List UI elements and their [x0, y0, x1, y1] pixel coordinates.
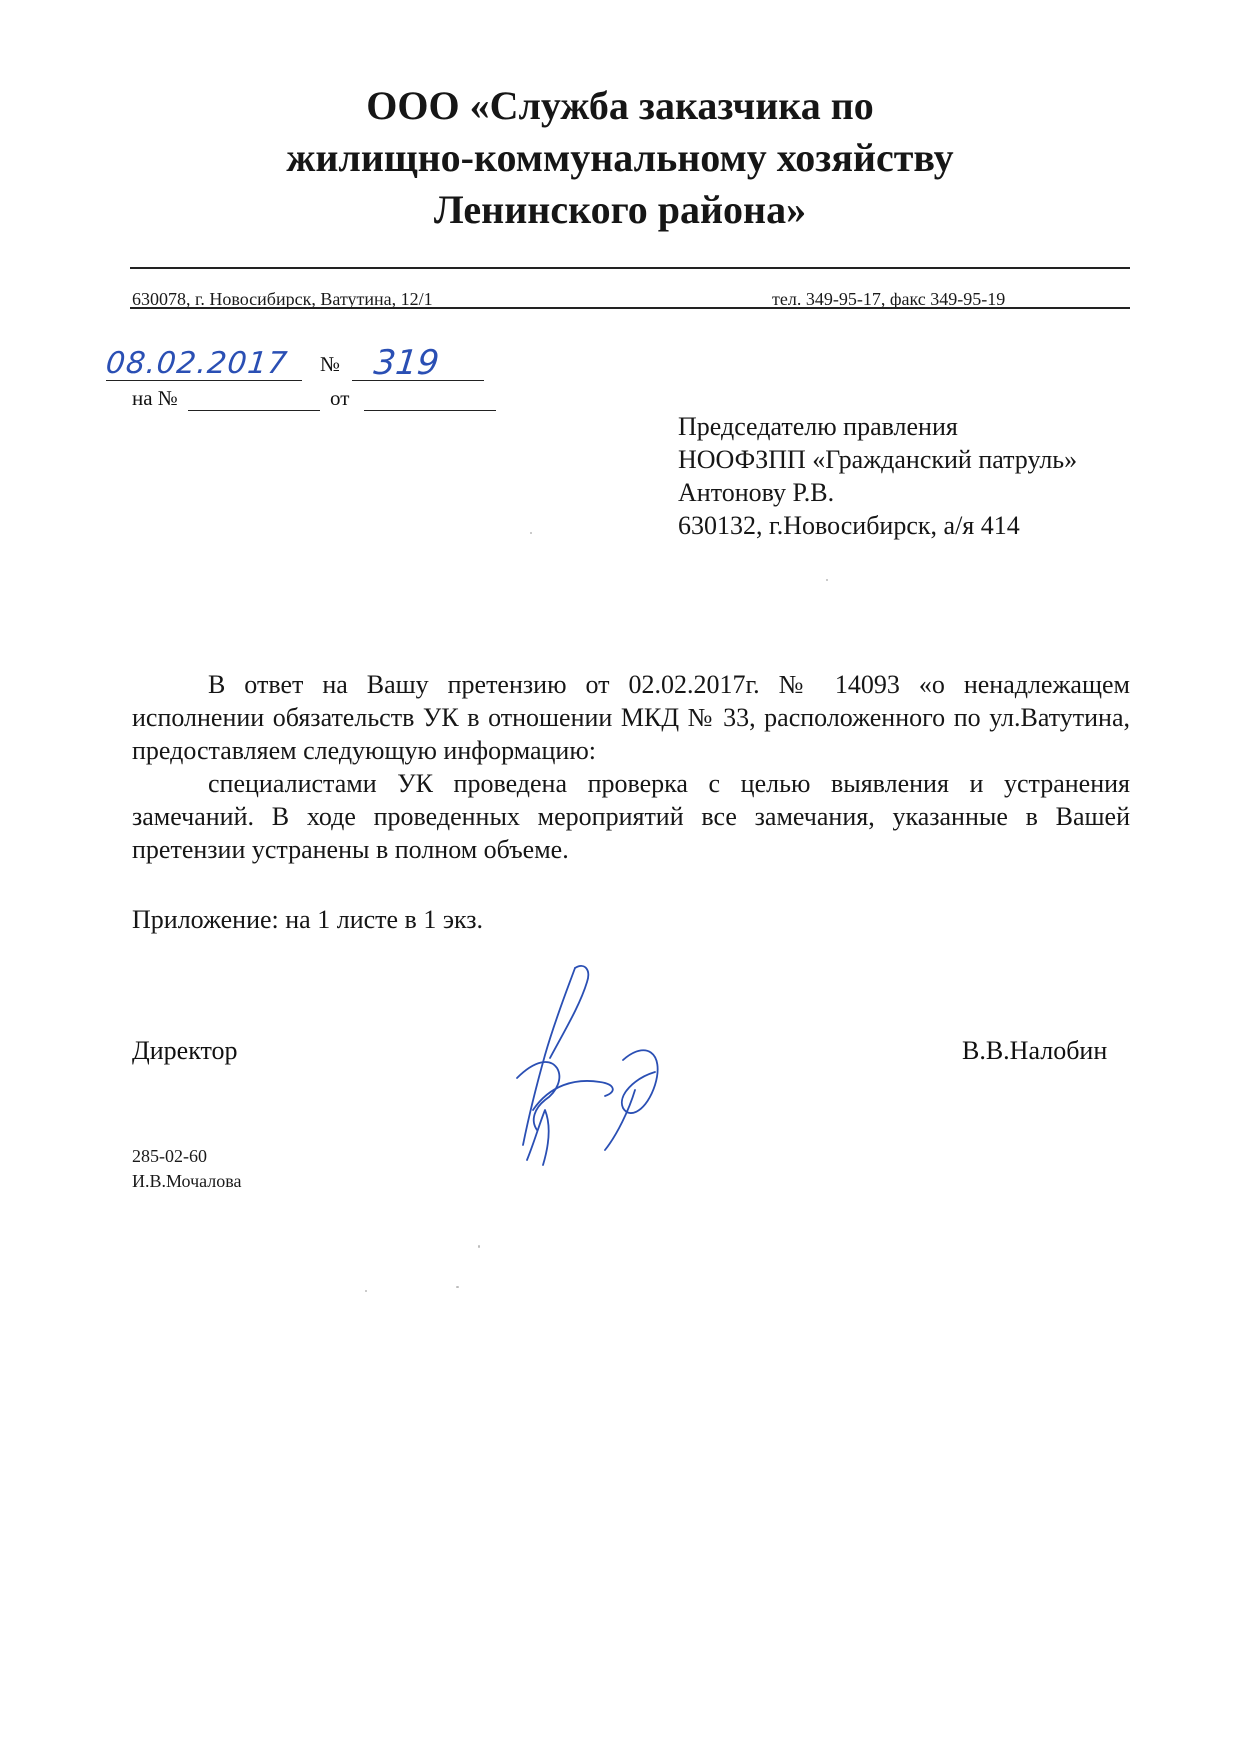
letterhead-bottom-rule [130, 307, 1130, 309]
attachment-note: Приложение: на 1 листе в 1 экз. [132, 905, 484, 934]
signature-stroke-1 [523, 968, 575, 1145]
letterhead-top-rule [130, 267, 1130, 269]
recipient-line-2: НООФЗПП «Гражданский патруль» [678, 445, 1078, 474]
recipient-line-3: Антонову Р.В. [678, 478, 835, 507]
recipient-line-1: Председателю правления [678, 412, 958, 441]
outgoing-date-line [106, 380, 302, 381]
signer-name: В.В.Налобин [962, 1036, 1108, 1065]
signature-stroke-4 [533, 1081, 613, 1110]
reply-from-date-line [364, 410, 496, 411]
signature-stroke-3 [517, 1062, 559, 1130]
letter-body [132, 668, 1130, 866]
scan-speck [365, 1290, 367, 1292]
executor-phone: 285-02-60 [132, 1146, 207, 1166]
organization-address: 630078, г. Новосибирск, Ватутина, 12/1 [132, 289, 433, 309]
scan-speck [826, 579, 828, 581]
recipient-line-4: 630132, г.Новосибирск, а/я 414 [678, 511, 1020, 540]
body-paragraph-1: В ответ на Вашу претензию от 02.02.2017г. № 14093 «о ненадлежащем исполнении обязательств УК в отношении МКД № 33, расположенного по ул.Ватутина, предоставляем следующую информацию: [132, 670, 1130, 765]
organization-title [160, 80, 1080, 236]
signature-stroke-7 [527, 1110, 549, 1165]
executor-block [132, 1144, 242, 1194]
signature-stroke-2 [550, 966, 588, 1058]
organization-phones: тел. 349-95-17, факс 349-95-19 [772, 289, 1006, 309]
reply-from-date-label: от [330, 386, 350, 410]
handwritten-signature [505, 960, 680, 1175]
scan-speck [456, 1286, 459, 1288]
executor-name: И.В.Мочалова [132, 1171, 242, 1191]
reply-to-number-label: на № [132, 386, 178, 410]
organization-title-line-3: Ленинского района» [433, 187, 807, 232]
scan-speck [478, 1245, 480, 1248]
outgoing-number-line [352, 380, 484, 381]
recipient-block [678, 410, 1077, 542]
signature-stroke-6 [605, 1090, 635, 1150]
scan-speck [530, 532, 532, 534]
outgoing-number-handwritten: 319 [371, 343, 442, 383]
signer-position: Директор [132, 1036, 238, 1065]
reply-to-number-line [188, 410, 320, 411]
outgoing-date-handwritten: 08.02.2017 [104, 346, 290, 381]
signature-stroke-5 [622, 1050, 658, 1113]
organization-title-line-1: ООО «Служба заказчика по [366, 83, 874, 128]
body-paragraph-2: специалистами УК проведена проверка с целью выявления и устранения замечаний. В ходе проведенных мероприятий все замечания, указанные в Вашей претензии устранены в полном объеме. [132, 769, 1130, 864]
organization-title-line-2: жилищно-коммунальному хозяйству [286, 135, 954, 180]
outgoing-number-symbol: № [320, 352, 341, 376]
